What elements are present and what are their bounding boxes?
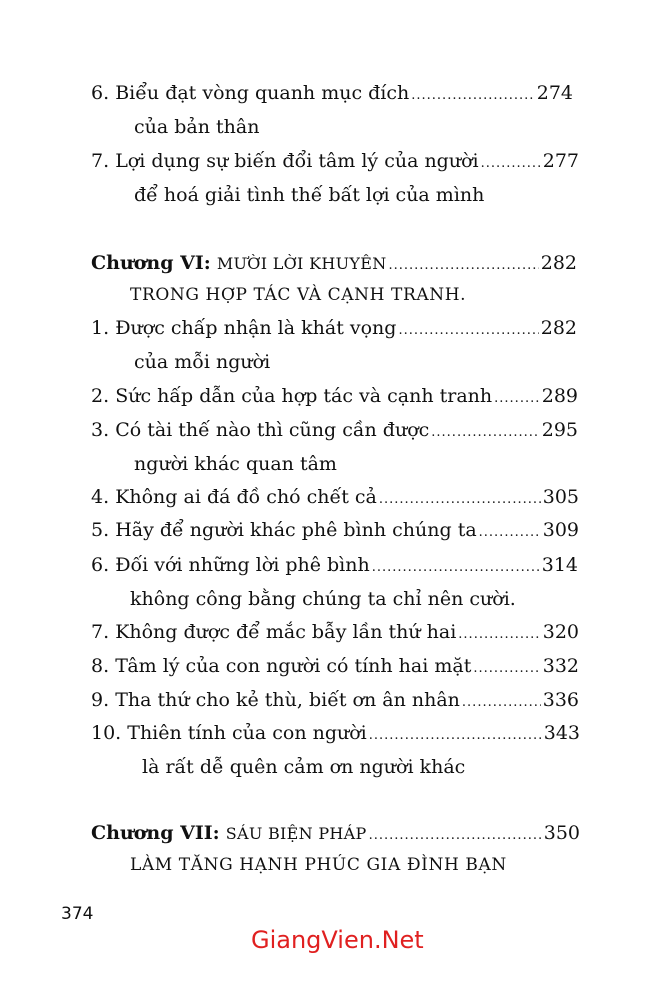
- dot-leader: [369, 821, 542, 851]
- toc-entry: [0, 651, 657, 685]
- toc-page-number: 343: [543, 722, 580, 744]
- toc-page-number: 305: [542, 486, 579, 508]
- dot-leader: [481, 149, 541, 179]
- toc-entry-line: [91, 685, 579, 715]
- toc-entry-title: 5. Hãy để người khác phê bình chúng ta: [91, 519, 477, 541]
- toc-page-number: 336: [542, 689, 579, 711]
- toc-entry-continuation: của mỗi người: [134, 351, 271, 373]
- toc-entry-title: 10. Thiên tính của con người: [91, 722, 367, 744]
- toc-entry-title: 3. Có tài thế nào thì cũng cần được: [91, 419, 430, 441]
- toc-page-number: 295: [541, 419, 578, 441]
- toc-entry: [0, 78, 657, 112]
- dot-leader: [479, 518, 541, 548]
- toc-entry: [0, 415, 657, 449]
- toc-page-number: 289: [541, 385, 578, 407]
- toc-chapter-heading: [91, 248, 387, 279]
- toc-entry-line: [91, 818, 580, 848]
- toc-entry-title: 7. Không được để mắc bẫy lần thứ hai: [91, 621, 457, 643]
- dot-leader: [431, 418, 539, 448]
- toc-entry-title: 8. Tâm lý của con người có tính hai mặt: [91, 655, 472, 677]
- toc-page-number: 282: [540, 252, 577, 274]
- toc-entry-title: 6. Đối với những lời phê bình: [91, 554, 370, 576]
- dot-leader: [458, 620, 540, 650]
- toc-entry-title: 2. Sức hấp dẫn của hợp tác và cạnh tranh: [91, 385, 493, 407]
- chapter-label: Chương VI:: [91, 252, 211, 274]
- toc-entry-continuation: là rất dễ quên cảm ơn người khác: [142, 756, 466, 778]
- toc-page-number: 277: [542, 150, 579, 172]
- toc-entry-line: [91, 415, 578, 445]
- dot-leader: [372, 553, 540, 583]
- dot-leader: [473, 654, 540, 684]
- dot-leader: [494, 384, 540, 414]
- toc-entry-line: [91, 482, 579, 512]
- toc-entry-line: [91, 146, 579, 176]
- toc-entry-title: 6. Biểu đạt vòng quanh mục đích: [91, 82, 410, 104]
- chapter-title-continuation: TRONG HỢP TÁC VÀ CẠNH TRANH.: [130, 285, 467, 305]
- dot-leader: [369, 721, 542, 751]
- toc-page-number: 314: [541, 554, 578, 576]
- dot-leader: [389, 251, 539, 281]
- toc-entry: [0, 550, 657, 584]
- toc-entry: [0, 617, 657, 651]
- dot-leader: [398, 316, 538, 346]
- dot-leader: [411, 81, 534, 111]
- toc-entry: [0, 313, 657, 347]
- toc-entry: [0, 482, 657, 516]
- toc-entry-line: [91, 550, 578, 580]
- toc-page-number: 282: [540, 317, 577, 339]
- toc-entry-title: 7. Lợi dụng sự biến đổi tâm lý của người: [91, 150, 479, 172]
- toc-chapter-entry: [0, 818, 657, 852]
- chapter-title-continuation: LÀM TĂNG HẠNH PHÚC GIA ĐÌNH BẠN: [130, 855, 507, 875]
- page-number: 374: [61, 904, 94, 924]
- toc-entry-continuation: của bản thân: [134, 116, 260, 138]
- chapter-label: Chương VII:: [91, 822, 220, 844]
- toc-chapter-heading: [91, 818, 367, 849]
- toc-entry-continuation: để hoá giải tình thế bất lợi của mình: [134, 184, 485, 206]
- toc-entry-line: [91, 651, 579, 681]
- toc-entry-continuation: không công bằng chúng ta chỉ nên cười.: [130, 588, 516, 610]
- toc-page-number: 332: [542, 655, 579, 677]
- toc-entry: [0, 146, 657, 180]
- dot-leader: [379, 485, 541, 515]
- toc-entry: [0, 515, 657, 549]
- toc-page-number: 350: [543, 822, 580, 844]
- toc-entry-continuation: người khác quan tâm: [134, 453, 337, 475]
- toc-entry-title: 1. Được chấp nhận là khát vọng: [91, 317, 397, 339]
- toc-entry: [0, 381, 657, 415]
- watermark: GiangVien.Net: [251, 926, 424, 954]
- toc-entry-line: [91, 381, 578, 411]
- chapter-title: SÁU BIỆN PHÁP: [225, 824, 367, 843]
- toc-entry-line: [91, 515, 579, 545]
- toc-page-number: 274: [536, 82, 573, 104]
- toc-chapter-entry: [0, 248, 657, 282]
- toc-entry-line: [91, 248, 577, 278]
- dot-leader: [462, 688, 541, 718]
- toc-entry-title: 9. Tha thứ cho kẻ thù, biết ơn ân nhân: [91, 689, 460, 711]
- toc-page-number: 309: [542, 519, 579, 541]
- toc-entry-line: [91, 313, 577, 343]
- toc-entry: [0, 685, 657, 719]
- toc-entry-line: [91, 718, 580, 748]
- toc-entry-line: [91, 617, 579, 647]
- toc-page-number: 320: [542, 621, 579, 643]
- toc-entry-title: 4. Không ai đá đồ chó chết cả: [91, 486, 377, 508]
- toc-entry: [0, 718, 657, 752]
- toc-entry-line: [91, 78, 573, 108]
- chapter-title: MƯỜI LỜI KHUYÊN: [216, 254, 387, 273]
